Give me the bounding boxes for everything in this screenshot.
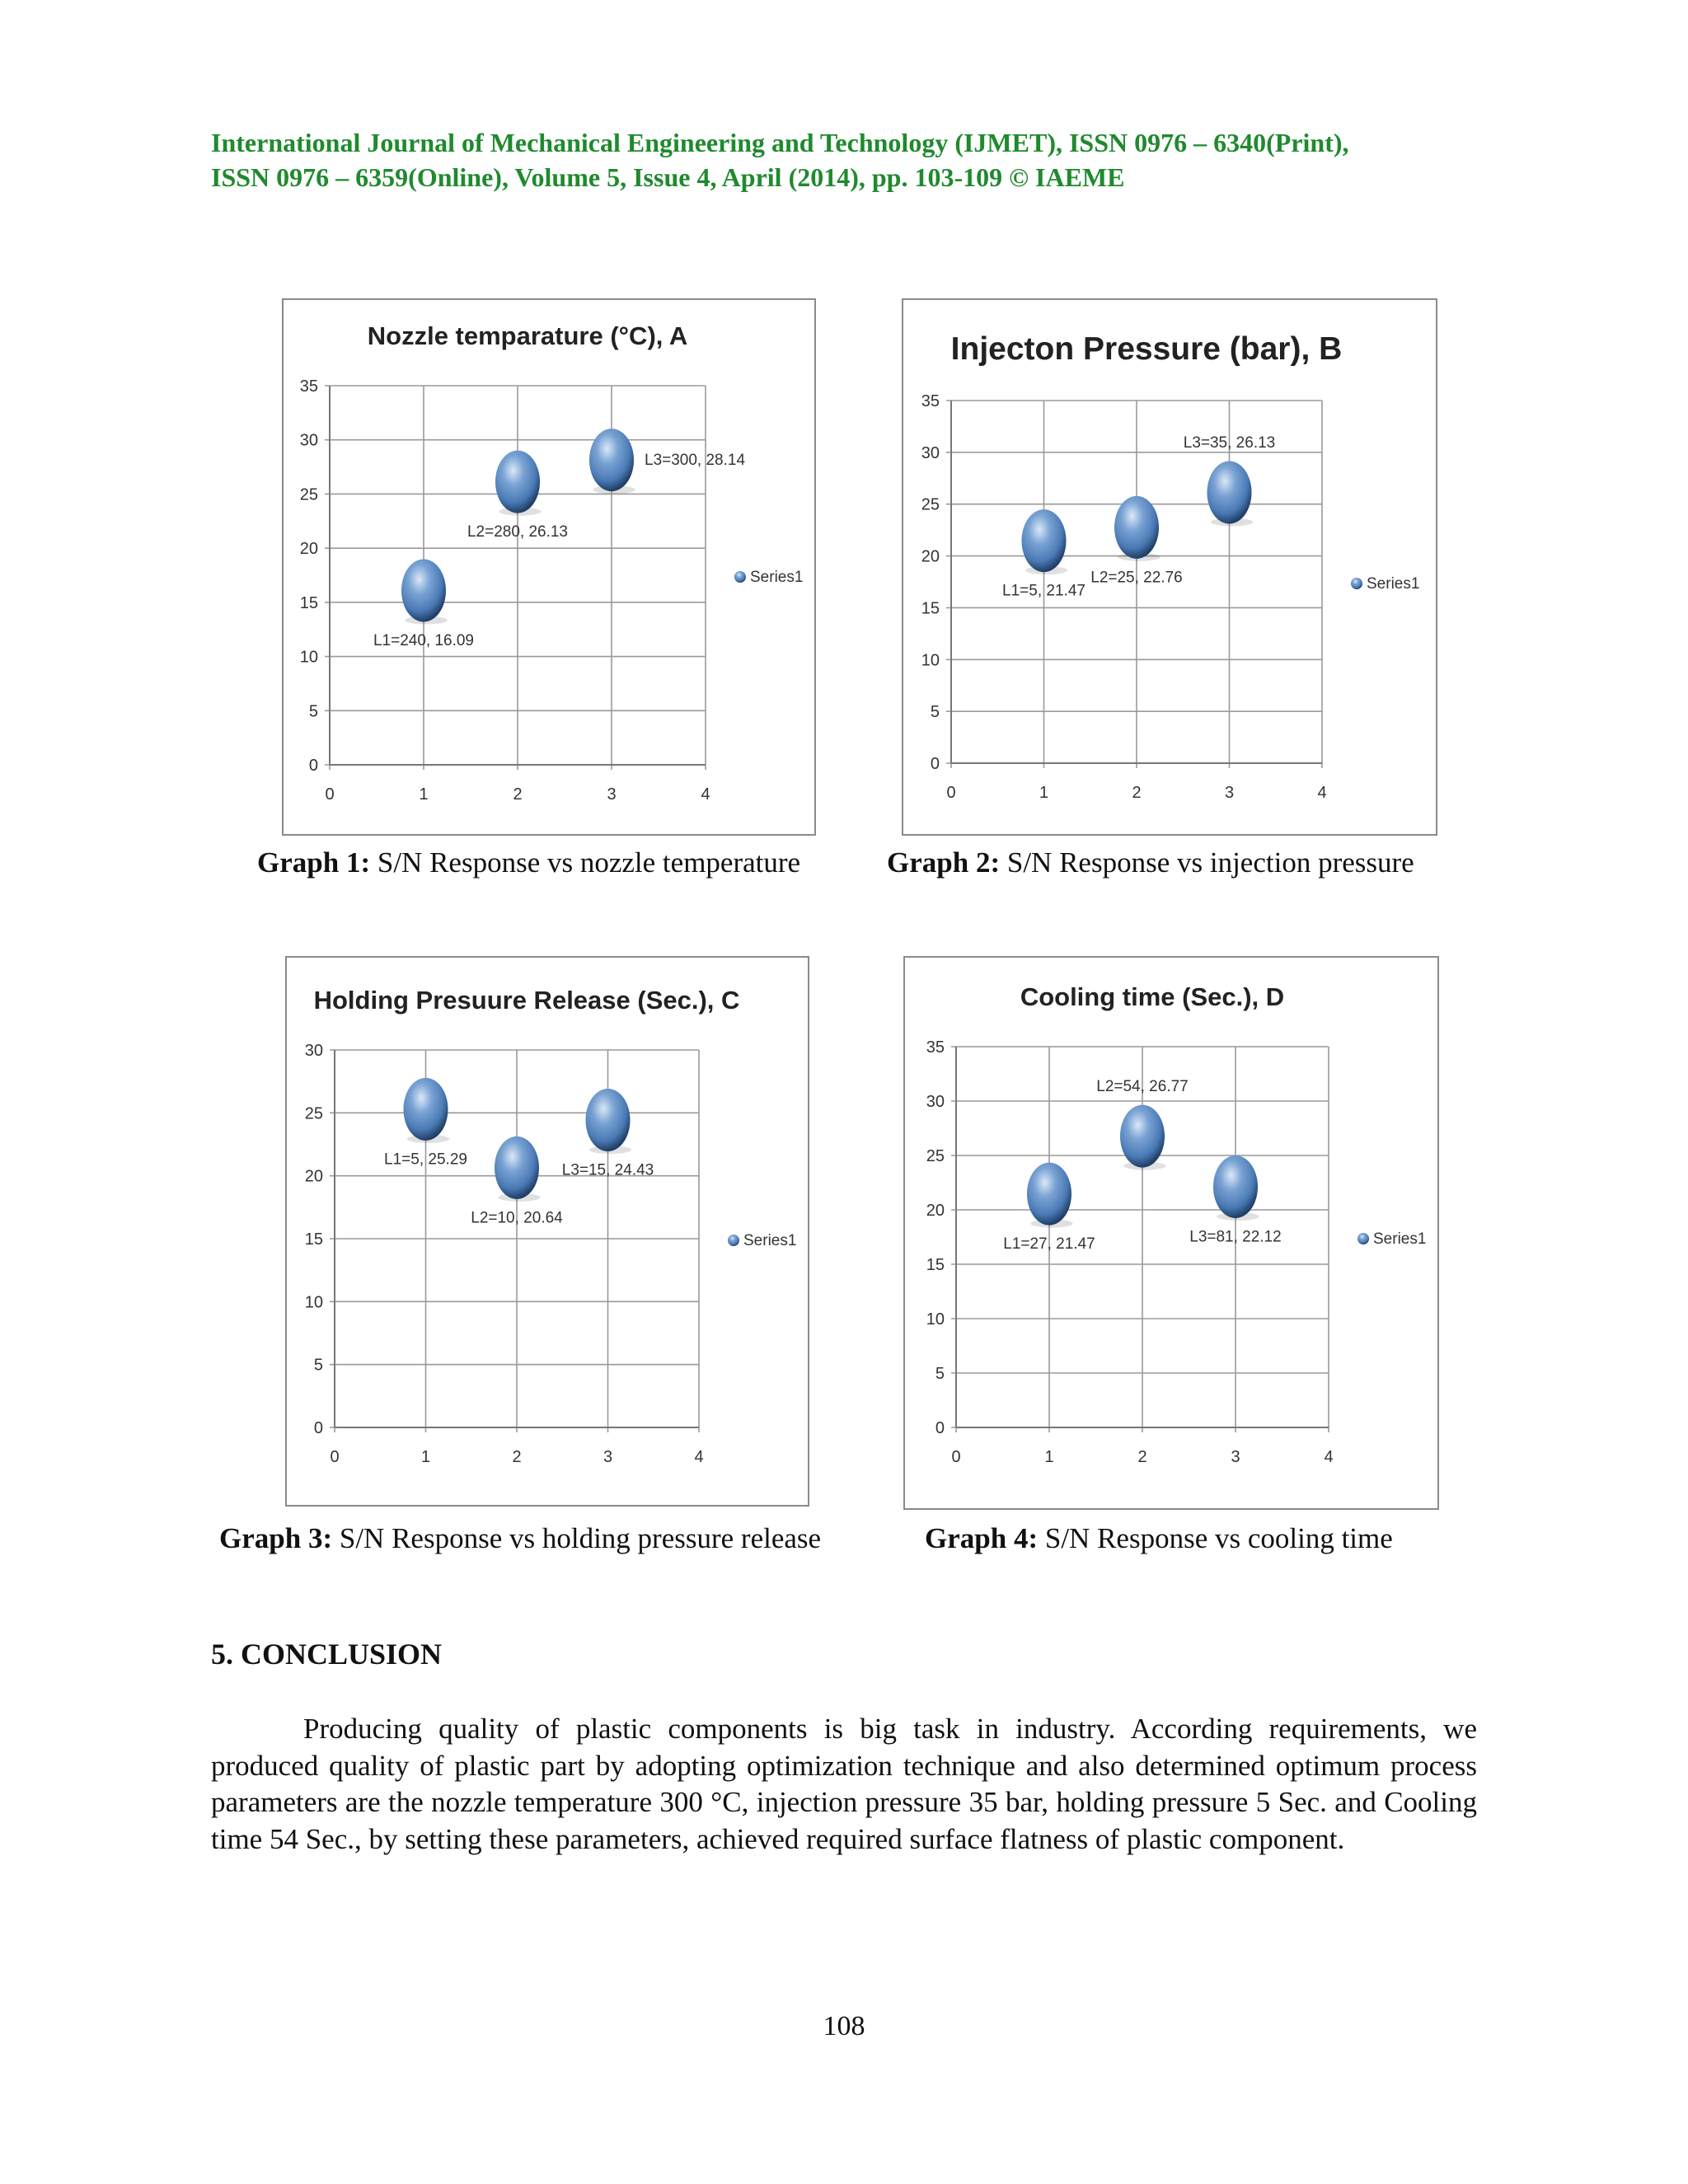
- data-point-3: [589, 429, 634, 491]
- data-point-2: [495, 1137, 539, 1199]
- legend-label: Series1: [750, 569, 804, 586]
- y-tick-label: 10: [921, 651, 940, 670]
- x-tick-label: 4: [694, 1448, 704, 1466]
- y-tick-label: 0: [935, 1419, 945, 1437]
- y-tick-label: 35: [926, 1038, 945, 1057]
- y-tick-label: 20: [926, 1202, 945, 1220]
- data-label-3: L3=300, 28.14: [645, 452, 746, 470]
- x-tick-label: 0: [946, 784, 956, 802]
- x-tick-label: 4: [701, 785, 710, 804]
- chart-2-svg: [903, 300, 1439, 837]
- caption-graph-1-label: Graph 1:: [257, 846, 371, 879]
- y-tick-label: 20: [304, 1167, 323, 1186]
- data-label-2: L2=54, 26.77: [1096, 1078, 1189, 1096]
- section-title: 5. CONCLUSION: [211, 1638, 443, 1671]
- x-tick-label: 2: [1137, 1448, 1147, 1466]
- y-tick-label: 15: [299, 593, 318, 612]
- data-point-3: [1207, 462, 1252, 524]
- x-tick-label: 3: [1224, 784, 1235, 802]
- x-tick-label: 1: [420, 1448, 431, 1466]
- x-tick-label: 1: [1044, 1448, 1054, 1466]
- chart-1-title: Nozzle temparature (°C), A: [367, 321, 688, 350]
- caption-graph-2-text: S/N Response vs injection pressure: [1000, 846, 1414, 879]
- caption-graph-2: [887, 846, 1414, 880]
- y-tick-label: 10: [299, 648, 318, 667]
- data-label-3: L3=35, 26.13: [1183, 434, 1276, 452]
- y-tick-label: 15: [921, 599, 940, 618]
- data-label-2: L2=25, 22.76: [1090, 569, 1183, 587]
- data-point-3: [586, 1089, 631, 1151]
- y-tick-label: 25: [304, 1104, 323, 1123]
- y-tick-label: 35: [921, 392, 940, 410]
- y-tick-label: 5: [313, 1356, 323, 1375]
- y-tick-label: 25: [299, 485, 318, 504]
- data-point-1: [1027, 1163, 1071, 1226]
- x-tick-label: 3: [603, 1448, 613, 1466]
- y-tick-label: 30: [926, 1093, 945, 1111]
- x-tick-label: 2: [512, 1448, 522, 1466]
- legend-marker: [734, 571, 746, 583]
- chart-4: [903, 956, 1439, 1510]
- data-label-2: L2=280, 26.13: [467, 523, 569, 541]
- legend-label: Series1: [1373, 1230, 1427, 1248]
- chart-3-svg: [287, 958, 811, 1508]
- data-point-1: [401, 560, 446, 622]
- x-tick-label: 3: [607, 785, 617, 804]
- data-label-3: L3=81, 22.12: [1189, 1228, 1282, 1246]
- chart-2: [902, 298, 1437, 836]
- data-point-3: [1213, 1155, 1258, 1218]
- x-tick-label: 0: [325, 785, 335, 804]
- y-tick-label: 0: [308, 757, 318, 775]
- y-tick-label: 20: [299, 540, 318, 559]
- caption-graph-2-label: Graph 2:: [887, 846, 1001, 879]
- journal-header-line2: ISSN 0976 – 6359(Online), Volume 5, Issue 4, April (2014), pp. 103-109 © IAEME: [211, 162, 1125, 192]
- data-label-1: L1=240, 16.09: [373, 631, 475, 649]
- y-tick-label: 5: [935, 1365, 945, 1383]
- chart-4-svg: [905, 958, 1441, 1511]
- legend-marker: [728, 1235, 739, 1246]
- data-point-2: [495, 451, 540, 513]
- data-point-1: [1022, 509, 1067, 572]
- page-number: 108: [823, 2011, 865, 2041]
- y-tick-label: 25: [926, 1147, 945, 1165]
- chart-3: [285, 956, 809, 1507]
- caption-graph-4: [925, 1521, 1393, 1556]
- y-tick-label: 25: [921, 495, 940, 514]
- y-tick-label: 20: [921, 547, 940, 566]
- data-point-1: [404, 1078, 448, 1141]
- data-label-1: L1=5, 21.47: [1002, 582, 1085, 600]
- data-label-2: L2=10, 20.64: [471, 1209, 563, 1227]
- legend-label: Series1: [1367, 575, 1420, 593]
- y-tick-label: 0: [930, 755, 940, 773]
- y-tick-label: 0: [313, 1419, 323, 1437]
- data-point-2: [1120, 1105, 1165, 1168]
- x-tick-label: 1: [1039, 784, 1049, 802]
- y-tick-label: 10: [926, 1310, 945, 1329]
- y-tick-label: 30: [299, 431, 318, 450]
- data-label-1: L1=5, 25.29: [384, 1151, 467, 1169]
- y-tick-label: 35: [299, 377, 318, 396]
- caption-graph-1-text: S/N Response vs nozzle temperature: [370, 846, 801, 879]
- data-point-2: [1114, 496, 1159, 559]
- y-tick-label: 10: [304, 1293, 323, 1312]
- chart-4-title: Cooling time (Sec.), D: [1020, 982, 1285, 1011]
- y-tick-label: 5: [930, 703, 940, 722]
- legend-label: Series1: [743, 1232, 797, 1249]
- legend-marker: [1351, 578, 1362, 589]
- x-tick-label: 4: [1324, 1448, 1334, 1466]
- chart-1-svg: [284, 300, 818, 837]
- journal-header: [211, 125, 1477, 194]
- chart-1: [282, 298, 816, 836]
- x-tick-label: 0: [330, 1448, 340, 1466]
- x-tick-label: 0: [951, 1448, 961, 1466]
- x-tick-label: 3: [1231, 1448, 1240, 1466]
- x-tick-label: 2: [513, 785, 523, 804]
- data-label-3: L3=15, 24.43: [561, 1161, 654, 1179]
- data-label-1: L1=27, 21.47: [1003, 1235, 1095, 1253]
- y-tick-label: 15: [304, 1230, 323, 1249]
- x-tick-label: 4: [1317, 784, 1327, 802]
- conclusion-paragraph: Producing quality of plastic components is big task in industry. According requirements, we produced quality of plastic part by adopting optimization technique and also determined optimum process parameters are the nozzle temperature 300 °C, injection pressure 35 bar, holding pressure 5 Sec. and Cooling time 54 Sec., by setting these parameters, achieved required surface flatness of plastic component.: [211, 1713, 1477, 1855]
- caption-graph-4-text: S/N Response vs cooling time: [1038, 1522, 1393, 1554]
- x-tick-label: 2: [1132, 784, 1142, 802]
- chart-3-title: Holding Presuure Release (Sec.), C: [313, 986, 740, 1015]
- y-tick-label: 5: [308, 702, 318, 721]
- journal-header-line1: International Journal of Mechanical Engineering and Technology (IJMET), ISSN 0976 – 6340(Print),: [211, 128, 1349, 157]
- caption-graph-3-text: S/N Response vs holding pressure release: [332, 1522, 822, 1554]
- chart-2-title: Injecton Pressure (bar), B: [950, 331, 1343, 367]
- y-tick-label: 30: [304, 1042, 323, 1060]
- y-tick-label: 15: [926, 1256, 945, 1274]
- caption-graph-1: [257, 846, 800, 880]
- y-tick-label: 30: [921, 443, 940, 462]
- caption-graph-3: [219, 1521, 821, 1556]
- x-tick-label: 1: [419, 785, 429, 804]
- caption-graph-3-label: Graph 3:: [219, 1522, 333, 1554]
- legend-marker: [1357, 1233, 1369, 1244]
- caption-graph-4-label: Graph 4:: [925, 1522, 1039, 1554]
